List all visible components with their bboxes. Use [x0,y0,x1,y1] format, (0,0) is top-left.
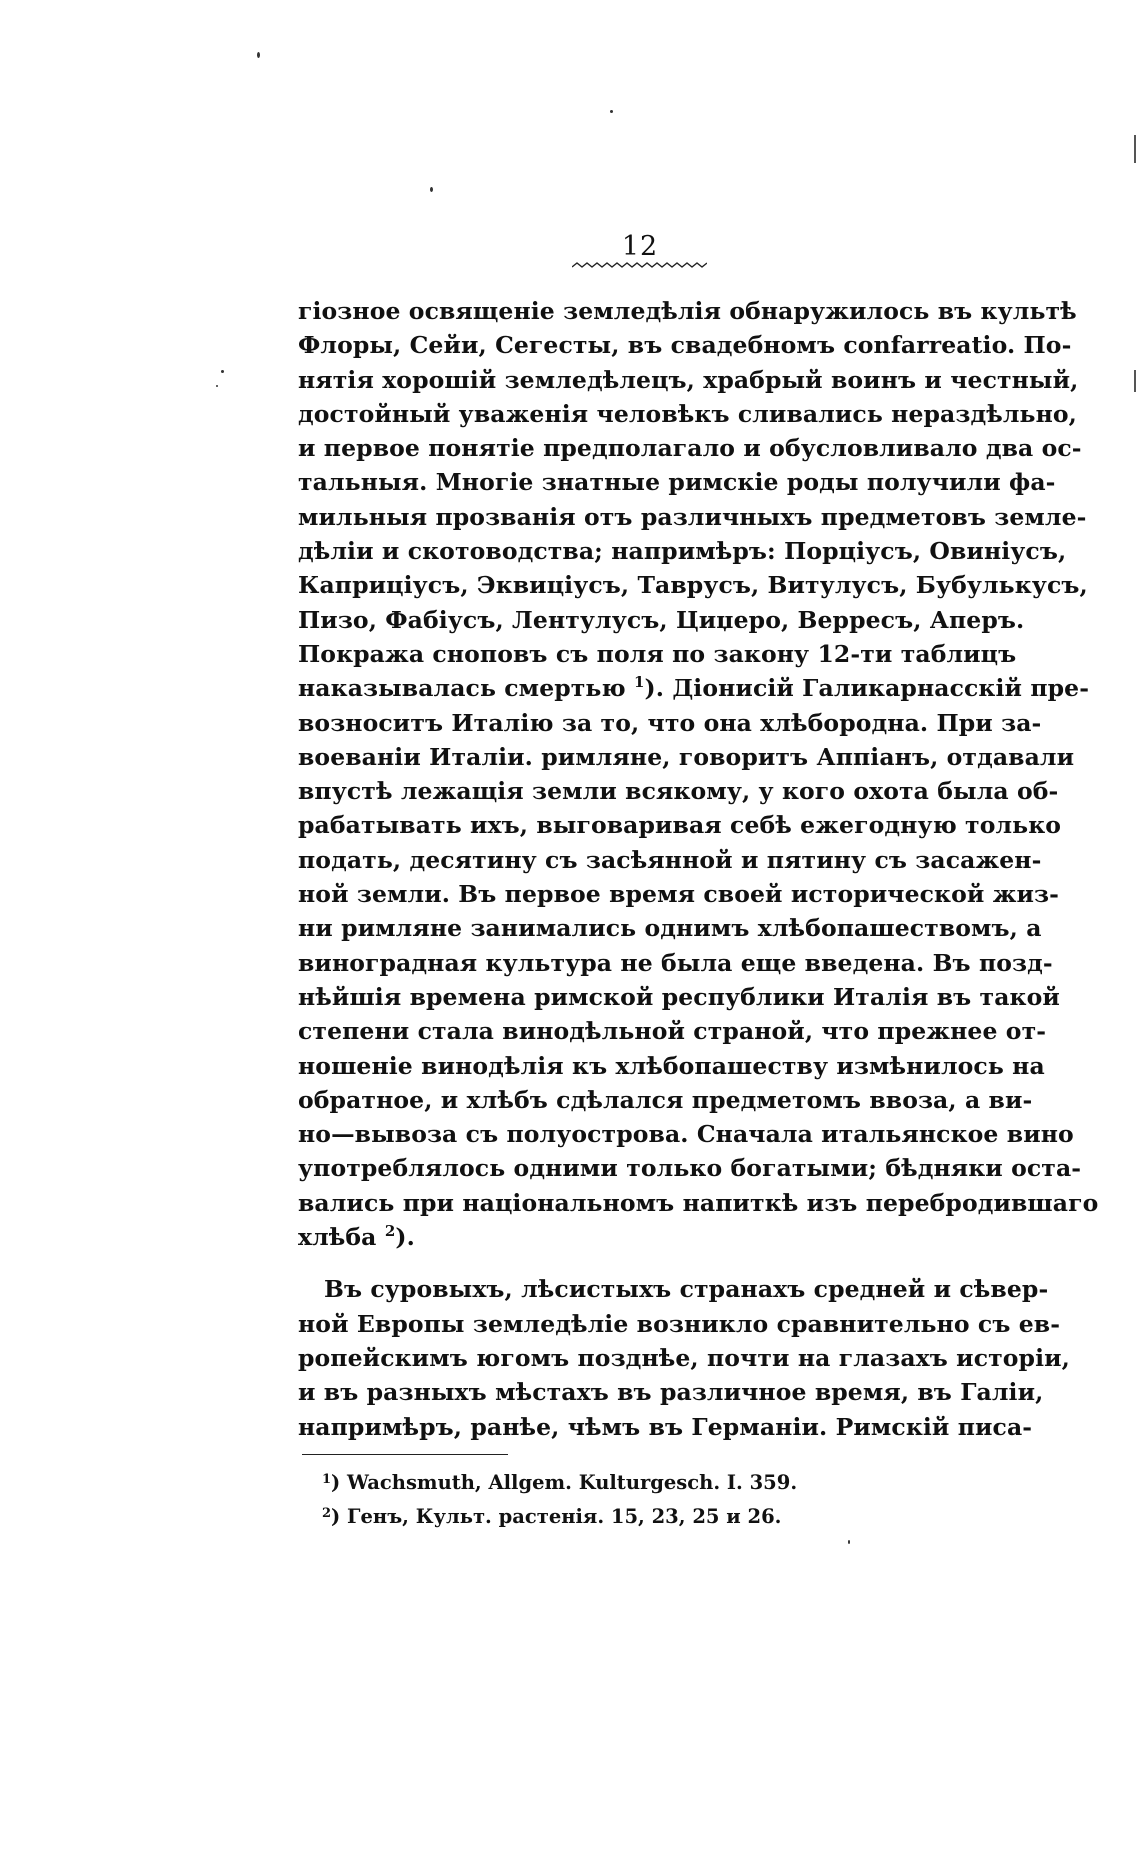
page-number: 12 [621,231,659,262]
footnote-text: ) Wachsmuth, Allgem. Kulturgesch. I. 359. [331,1471,798,1494]
text-line: степени стала винодѣльной страной, что прежнее от- [298,1017,1047,1046]
text-line-with-footnote-ref [298,671,1090,705]
text-line: воеванiи Италiи. римляне, говоритъ Аппiанъ, отдавали [298,742,1075,771]
scan-edge-mark [1134,370,1136,392]
page-number-ornament [572,260,707,272]
scan-edge-mark [1134,135,1136,163]
text-line: вались при нацiональномъ напиткѣ изъ перебродившаго [298,1188,1099,1217]
scan-speck [257,52,260,58]
text-line: рабатывать ихъ, выговаривая себѣ ежегодную только [298,811,1062,840]
text-fragment: ). [395,1223,415,1252]
footnote-2 [322,1500,922,1534]
text-line: нѣйшiя времена римской республики Италiя въ такой [298,982,1060,1011]
text-line: Каприцiусъ, Эквицiусъ, Таврусъ, Витулусъ, Бубулькусъ, [298,571,1088,600]
text-line: Покража сноповъ съ поля по закону 12-ти таблицъ [298,639,1017,668]
scan-speck [430,187,433,192]
text-line: нятiя хорошiй земледѣлецъ, храбрый воинъ и честный, [298,365,1079,394]
text-fragment: наказывалась смертью [298,674,626,703]
footnote-mark: 2 [322,1506,332,1521]
text-fragment: ). Дiонисiй Галикарнасскiй пре- [644,674,1090,703]
scan-speck [216,385,218,387]
text-line: употреблялось одними только богатыми; бѣдняки оста- [298,1154,1082,1183]
text-fragment: хлѣба [298,1223,377,1252]
text-line: гiозное освященiе земледѣлiя обнаружилось въ культѣ [298,297,1077,325]
text-line: подать, десятину съ засѣянной и пятину съ засажен- [298,845,1042,874]
text-line: возноситъ Италiю за то, что она хлѣбородна. При за- [298,708,1042,737]
text-line: тальныя. Многiе знатные римскiе роды получили фа- [298,468,1056,497]
text-line: ропейскимъ югомъ позднѣе, почти на глазахъ исторiи, [298,1343,1070,1372]
text-line-with-footnote-ref [298,1220,988,1254]
scan-speck [848,1540,850,1544]
footnote-1 [322,1466,922,1500]
footnote-ref-2: 2 [384,1222,396,1241]
text-line: ной земли. Въ первое время своей исторической жиз- [298,880,1060,909]
text-line: ни римляне занимались однимъ хлѣбопашествомъ, а [298,914,1042,943]
footnote-separator [302,1454,508,1455]
text-line: Флоры, Сейи, Сегесты, въ свадебномъ confarreatio. По- [298,331,1072,360]
text-line: и въ разныхъ мѣстахъ въ различное время, въ Галiи, [298,1378,1044,1407]
text-line: напримѣръ, ранѣе, чѣмъ въ Германiи. Римскiй писа- [298,1412,1033,1441]
scan-speck [221,370,224,373]
text-line: и первое понятiе предполагало и обусловливало два ос- [298,434,1082,463]
paragraph-gap [298,1254,988,1272]
text-line: ношенiе винодѣлiя къ хлѣбопашеству измѣнилось на [298,1051,1045,1080]
text-line: виноградная культура не была еще введена. Въ позд- [298,948,1053,977]
text-line: впустѣ лежащiя земли всякому, у кого охота была об- [298,777,1059,806]
main-text [298,294,1099,1444]
text-line: ной Европы земледѣлiе возникло сравнительно съ ев- [298,1309,1061,1338]
scan-speck [610,110,613,113]
text-line: достойный уваженiя человѣкъ сливались нераздѣльно, [298,399,1077,428]
footnote-ref-1: 1 [633,673,645,692]
text-line: мильныя прозванiя отъ различныхъ предметовъ земле- [298,502,1087,531]
text-line: но—вывоза съ полуострова. Сначала итальянское вино [298,1120,1074,1149]
text-line: Въ суровыхъ, лѣсистыхъ странахъ средней и сѣвер- [324,1275,1049,1304]
footnotes [322,1466,922,1534]
text-line: дѣлiи и скотоводства; напримѣръ: Порцiусъ, Овинiусъ, [298,537,1067,566]
text-line: Пизо, Фабiусъ, Лентулусъ, Циџеро, Верресъ, Аперъ. [298,605,1025,634]
text-line: обратное, и хлѣбъ сдѣлался предметомъ ввоза, а ви- [298,1085,1033,1114]
footnote-text: ) Генъ, Культ. растенiя. 15, 23, 25 и 26. [331,1505,782,1528]
footnote-mark: 1 [322,1472,332,1487]
